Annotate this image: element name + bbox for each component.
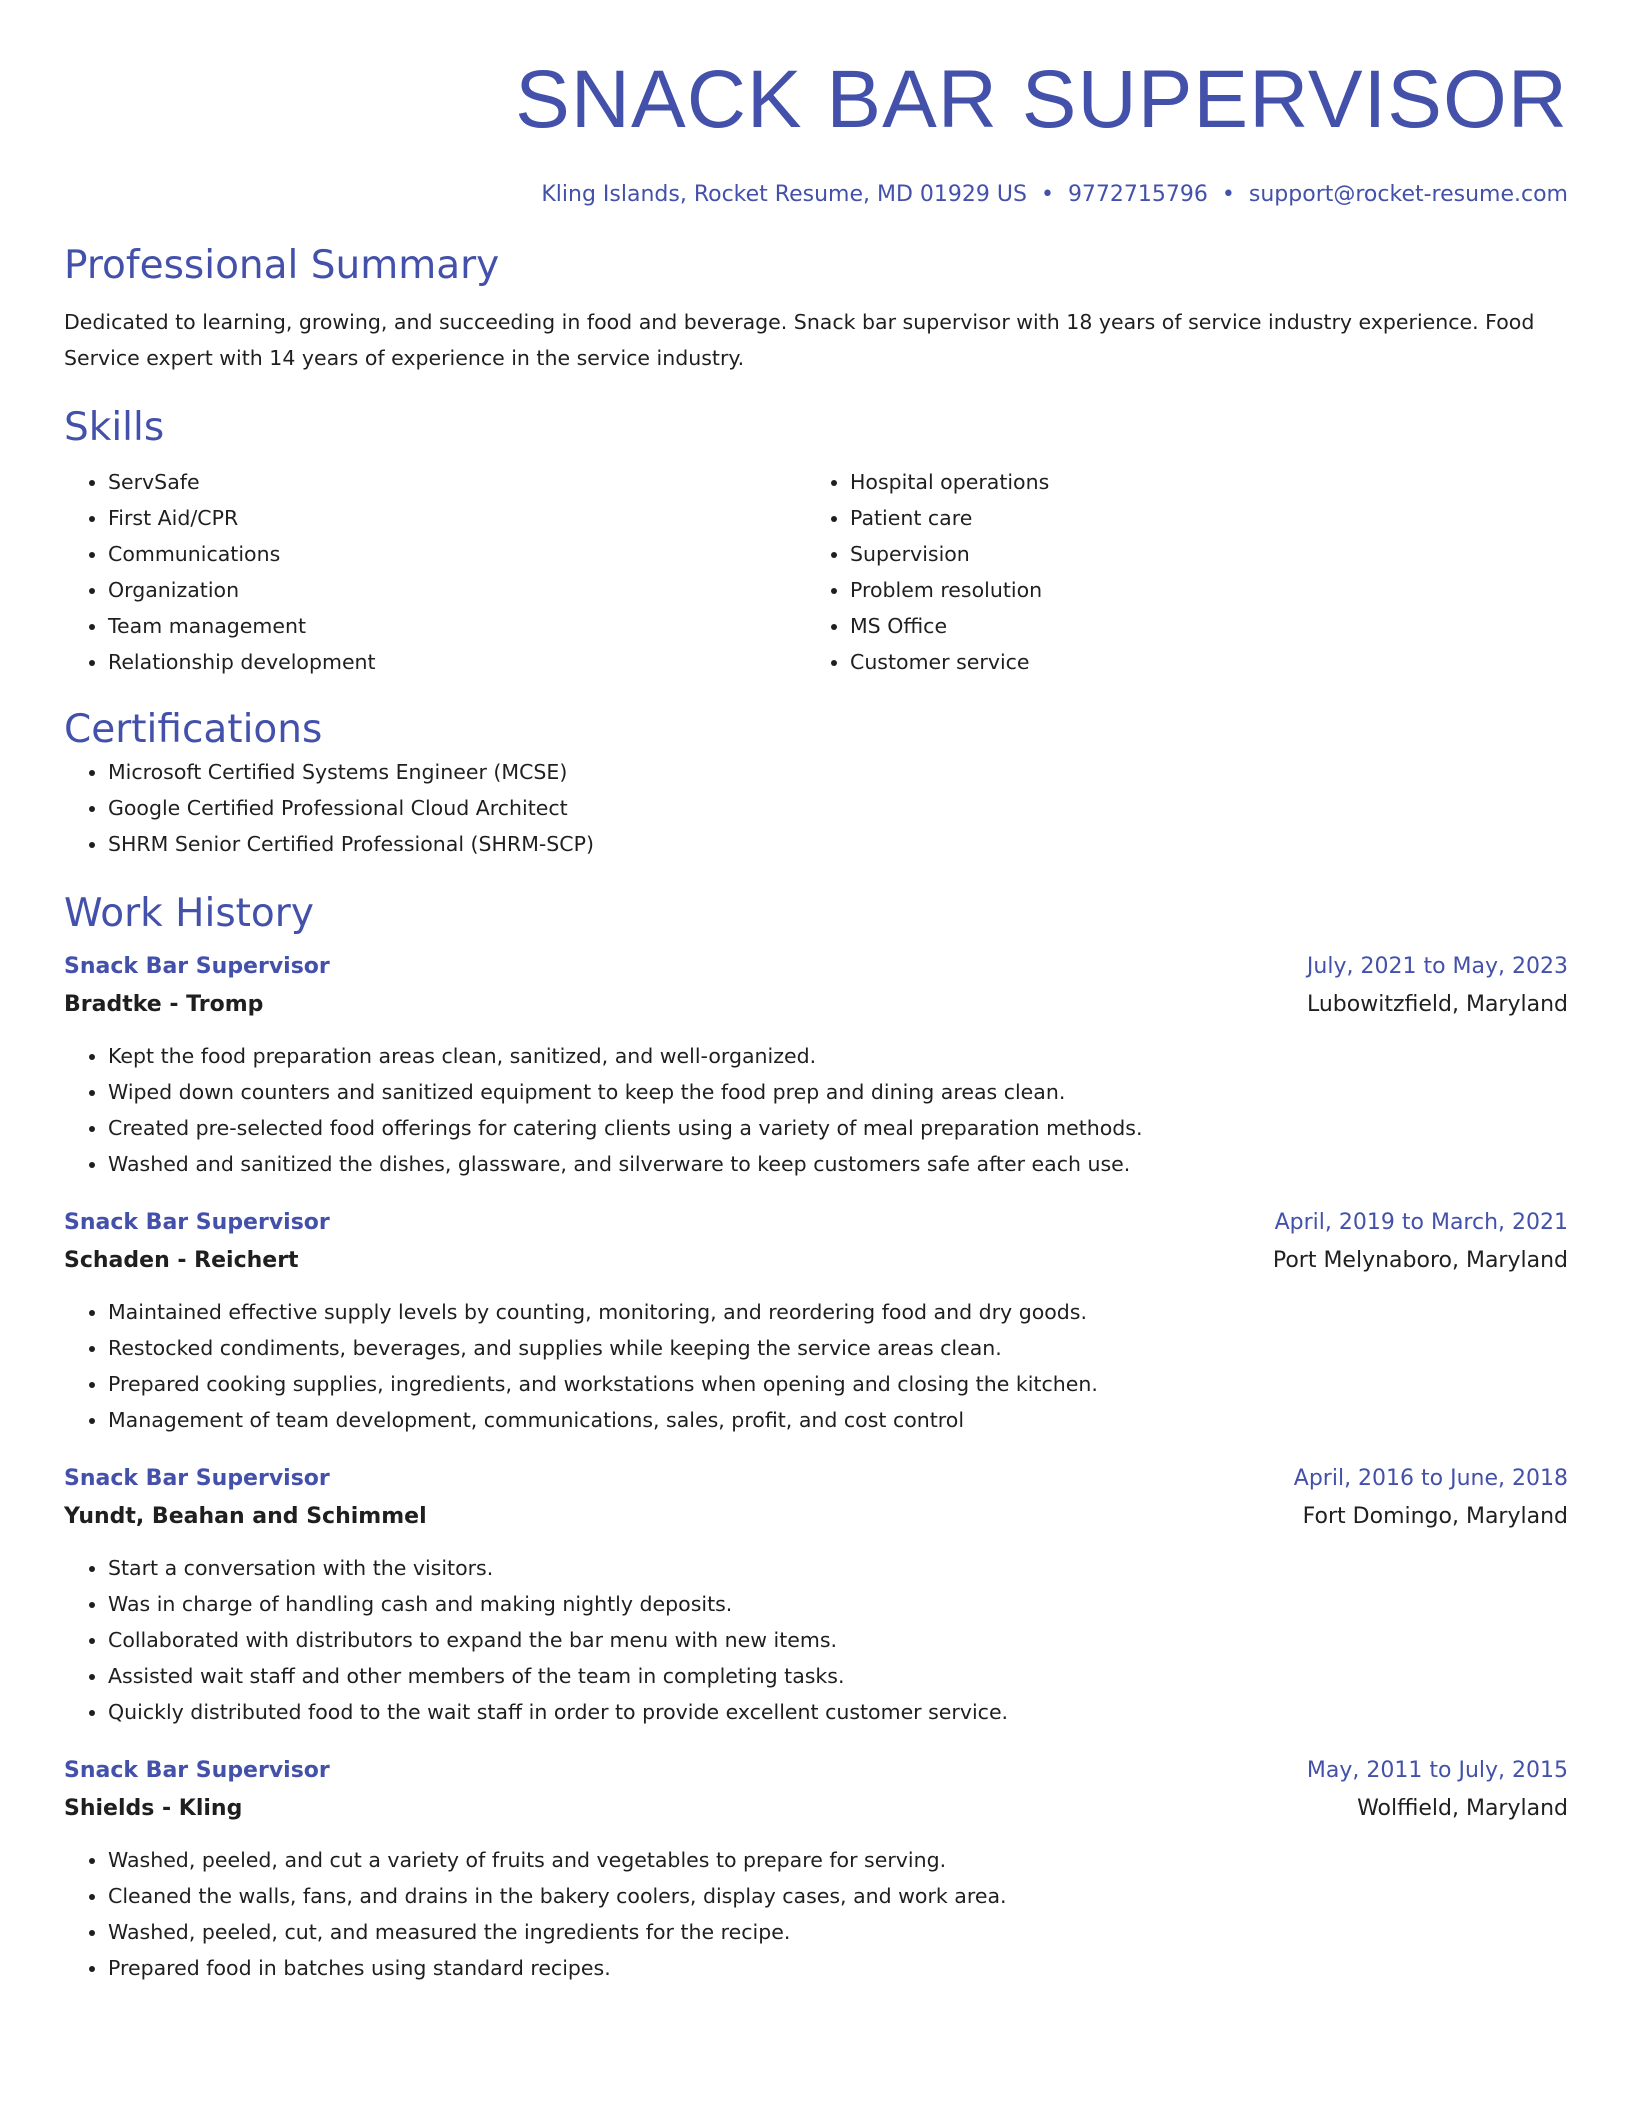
- skill-item: • Problem resolution: [850, 572, 1548, 608]
- job-duty: • Restocked condiments, beverages, and supplies while keeping the service areas clean.: [108, 1330, 1568, 1366]
- job-duty: • Washed, peeled, cut, and measured the ingredients for the recipe.: [108, 1914, 1568, 1950]
- job-duties-list: [64, 1038, 1568, 1182]
- job-title: Snack Bar Supervisor: [64, 1758, 330, 1783]
- certification-item: • SHRM Senior Certified Professional (SHRM-SCP): [108, 826, 1568, 862]
- contact-separator: •: [1221, 182, 1235, 207]
- contact-email[interactable]: support@rocket-resume.com: [1248, 182, 1568, 207]
- job-duty: • Assisted wait staff and other members of the team in completing tasks.: [108, 1658, 1568, 1694]
- job-title-row: [64, 1204, 1568, 1242]
- job-title: Snack Bar Supervisor: [64, 1466, 330, 1491]
- job-title: Snack Bar Supervisor: [64, 954, 330, 979]
- job-company: Bradtke - Tromp: [64, 992, 264, 1017]
- job-duty: • Management of team development, communications, sales, profit, and cost control: [108, 1402, 1568, 1438]
- job-location: Fort Domingo, Maryland: [1302, 1504, 1568, 1529]
- job-duty: • Prepared cooking supplies, ingredients, and workstations when opening and closing the kitchen.: [108, 1366, 1568, 1402]
- job-duty: • Created pre-selected food offerings for catering clients using a variety of meal preparation methods.: [108, 1110, 1568, 1146]
- job-company: Yundt, Beahan and Schimmel: [64, 1504, 427, 1529]
- summary-text: Dedicated to learning, growing, and succeeding in food and beverage. Snack bar supervisor with 18 years of service industry experience. Food Service expert with 14 years of experience in the service industry.: [64, 310, 1535, 370]
- job-company-row: [64, 1498, 1568, 1536]
- job-dates: July, 2021 to May, 2023: [1306, 954, 1568, 979]
- skill-item: • Relationship development: [108, 644, 806, 680]
- skill-item: • Team management: [108, 608, 806, 644]
- job-dates: April, 2016 to June, 2018: [1293, 1466, 1568, 1491]
- skill-item: • MS Office: [850, 608, 1548, 644]
- job-title-row: [64, 1460, 1568, 1498]
- job-location: Wolffield, Maryland: [1357, 1796, 1568, 1821]
- summary-heading: Professional Summary: [64, 243, 500, 288]
- job-dates: April, 2019 to March, 2021: [1274, 1210, 1568, 1235]
- skill-item: • First Aid/CPR: [108, 500, 806, 536]
- job-location: Lubowitzfield, Maryland: [1306, 992, 1568, 1017]
- job-duty: • Collaborated with distributors to expand the bar menu with new items.: [108, 1622, 1568, 1658]
- job-duty: • Was in charge of handling cash and making nightly deposits.: [108, 1586, 1568, 1622]
- skills-heading: Skills: [64, 405, 165, 450]
- job-entry: [64, 1460, 1568, 1730]
- skill-item: • Customer service: [850, 644, 1548, 680]
- contact-separator: •: [1040, 182, 1054, 207]
- skills-column-left: [64, 464, 806, 680]
- skills-grid: [64, 464, 1568, 680]
- job-duties-list: [64, 1842, 1568, 1986]
- job-company-row: [64, 986, 1568, 1024]
- skill-item: • Hospital operations: [850, 464, 1548, 500]
- certifications-list: [64, 754, 1568, 862]
- skill-item: • Supervision: [850, 536, 1548, 572]
- certifications-heading: Certifications: [64, 707, 323, 752]
- candidate-title: SNACK BAR SUPERVISOR: [515, 54, 1568, 145]
- work-history-heading: Work History: [64, 891, 314, 936]
- contact-phone[interactable]: 9772715796: [1067, 182, 1208, 207]
- job-duty: • Wiped down counters and sanitized equipment to keep the food prep and dining areas clean.: [108, 1074, 1568, 1110]
- skills-list-left: [64, 464, 806, 680]
- job-entry: [64, 1204, 1568, 1438]
- job-duty: • Start a conversation with the visitors.: [108, 1550, 1568, 1586]
- resume-header: [64, 52, 1568, 210]
- job-duty: • Washed, peeled, and cut a variety of fruits and vegetables to prepare for serving.: [108, 1842, 1568, 1878]
- job-duty: • Quickly distributed food to the wait staff in order to provide excellent customer service.: [108, 1694, 1568, 1730]
- skills-column-right: [806, 464, 1548, 680]
- certification-item: • Google Certified Professional Cloud Architect: [108, 790, 1568, 826]
- skills-list-right: [806, 464, 1548, 680]
- job-duties-list: [64, 1550, 1568, 1730]
- job-duty: • Prepared food in batches using standard recipes.: [108, 1950, 1568, 1986]
- job-entry: [64, 948, 1568, 1182]
- job-duties-list: [64, 1294, 1568, 1438]
- job-duty: • Kept the food preparation areas clean, sanitized, and well-organized.: [108, 1038, 1568, 1074]
- skill-item: • Communications: [108, 536, 806, 572]
- job-title-row: [64, 1752, 1568, 1790]
- contact-address: Kling Islands, Rocket Resume, MD 01929 US: [541, 182, 1027, 207]
- job-company: Shields - Kling: [64, 1796, 243, 1821]
- certification-item: • Microsoft Certified Systems Engineer (MCSE): [108, 754, 1568, 790]
- job-company: Schaden - Reichert: [64, 1248, 299, 1273]
- job-company-row: [64, 1790, 1568, 1828]
- job-duty: • Maintained effective supply levels by counting, monitoring, and reordering food and dry goods.: [108, 1294, 1568, 1330]
- job-title-row: [64, 948, 1568, 986]
- job-dates: May, 2011 to July, 2015: [1306, 1758, 1568, 1783]
- contact-line: [64, 180, 1568, 210]
- job-duty: • Washed and sanitized the dishes, glassware, and silverware to keep customers safe after each use.: [108, 1146, 1568, 1182]
- skill-item: • Organization: [108, 572, 806, 608]
- job-location: Port Melynaboro, Maryland: [1272, 1248, 1568, 1273]
- job-company-row: [64, 1242, 1568, 1280]
- skill-item: • Patient care: [850, 500, 1548, 536]
- job-title: Snack Bar Supervisor: [64, 1210, 330, 1235]
- job-entry: [64, 1752, 1568, 1986]
- skill-item: • ServSafe: [108, 464, 806, 500]
- job-duty: • Cleaned the walls, fans, and drains in the bakery coolers, display cases, and work area.: [108, 1878, 1568, 1914]
